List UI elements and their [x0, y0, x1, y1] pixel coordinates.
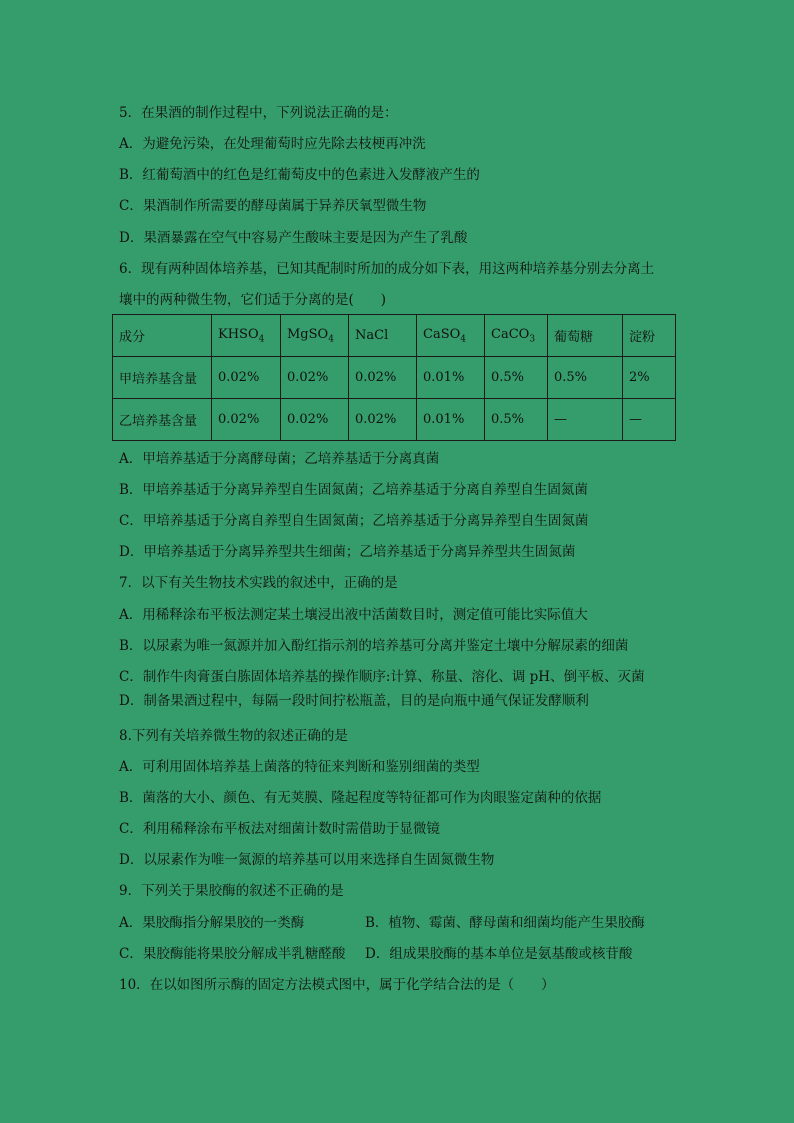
table-header-cell: 淀粉 [623, 315, 676, 357]
table-cell: 0.01% [417, 399, 485, 441]
table-row [113, 399, 676, 441]
q7-stem: 7．以下有关生物技术实践的叙述中，正确的是 [119, 575, 398, 591]
medium-composition-table [112, 314, 676, 441]
table-cell: 2% [623, 357, 676, 399]
table-cell: 0.02% [212, 357, 281, 399]
table-header-cell: 成分 [113, 315, 212, 357]
table-header-cell: 葡萄糖 [548, 315, 623, 357]
table-cell: 0.5% [548, 357, 623, 399]
table-cell: 0.5% [485, 357, 548, 399]
table-cell: 0.02% [212, 399, 281, 441]
table-cell: 0.5% [485, 399, 548, 441]
table-cell: 0.02% [349, 357, 417, 399]
table-header-cell: NaCl [349, 315, 417, 357]
q7-option-d: D．制备果酒过程中，每隔一段时间拧松瓶盖，目的是向瓶中通气保证发酵顺利 [119, 693, 589, 709]
table-cell: — [623, 399, 676, 441]
table-cell: 0.01% [417, 357, 485, 399]
q5-stem: 5．在果酒的制作过程中，下列说法正确的是： [119, 105, 398, 121]
q5-option-a: A．为避免污染，在处理葡萄时应先除去枝梗再冲洗 [119, 136, 426, 152]
table-header-cell: MgSO$_4$ [281, 315, 349, 357]
table-cell: 0.02% [349, 399, 417, 441]
table-row [113, 357, 676, 399]
table-cell: — [548, 399, 623, 441]
table-cell: 甲培养基含量 [113, 357, 212, 399]
q6-option-b: B．甲培养基适于分离异养型自生固氮菌；乙培养基适于分离自养型自生固氮菌 [119, 482, 588, 498]
q6-option-a: A．甲培养基适于分离酵母菌；乙培养基适于分离真菌 [119, 451, 440, 467]
q9-option-a: A．果胶酶指分解果胶的一类酶 [119, 915, 305, 931]
q8-option-b: B．菌落的大小、颜色、有无荚膜、隆起程度等特征都可作为肉眼鉴定菌种的依据 [119, 790, 602, 806]
q8-option-d: D．以尿素作为唯一氮源的培养基可以用来选择自生固氮微生物 [119, 852, 495, 868]
q10-stem: 10．在以如图所示酶的固定方法模式图中，属于化学结合法的是（ ） [119, 977, 555, 993]
q8-option-a: A．可利用固体培养基上菌落的特征来判断和鉴别细菌的类型 [119, 759, 480, 775]
q6-stem-line1: 6．现有两种固体培养基，已知其配制时所加的成分如下表，用这两种培养基分别去分离土 [119, 261, 655, 277]
table-cell: 乙培养基含量 [113, 399, 212, 441]
q6-option-d: D．甲培养基适于分离异养型共生细菌；乙培养基适于分离异养型共生固氮菌 [119, 544, 576, 560]
q6-stem-line2: 壤中的两种微生物，它们适于分离的是( ) [119, 292, 387, 308]
q7-option-c: C．制作牛肉膏蛋白胨固体培养基的操作顺序:计算、称量、溶化、调 pH、倒平板、灭菌 [119, 669, 645, 685]
q5-option-c: C．果酒制作所需要的酵母菌属于异养厌氧型微生物 [119, 198, 427, 214]
q5-option-d: D．果酒暴露在空气中容易产生酸味主要是因为产生了乳酸 [119, 230, 468, 246]
q8-option-c: C．利用稀释涂布平板法对细菌计数时需借助于显微镜 [119, 821, 440, 837]
q6-option-c: C．甲培养基适于分离自养型自生固氮菌；乙培养基适于分离异养型自生固氮菌 [119, 513, 589, 529]
q9-option-d: D．组成果胶酶的基本单位是氨基酸或核苷酸 [365, 946, 633, 962]
table-header-cell: CaSO$_4$ [417, 315, 485, 357]
table-header-cell: $KHSO_4$ [212, 315, 281, 357]
table-header-cell: CaCO$_3$ [485, 315, 548, 357]
q9-option-c: C．果胶酶能将果胶分解成半乳糖醛酸 [119, 946, 346, 962]
q8-stem: 8.下列有关培养微生物的叙述正确的是 [119, 728, 348, 744]
q7-option-b: B．以尿素为唯一氮源并加入酚红指示剂的培养基可分离并鉴定土壤中分解尿素的细菌 [119, 638, 629, 654]
q5-option-b: B．红葡萄酒中的红色是红葡萄皮中的色素进入发酵液产生的 [119, 167, 480, 183]
table-header-row [113, 315, 676, 357]
table-cell: 0.02% [281, 399, 349, 441]
table-cell: 0.02% [281, 357, 349, 399]
q7-option-a: A．用稀释涂布平板法测定某土壤浸出液中活菌数目时，测定值可能比实际值大 [119, 607, 588, 623]
q9-stem: 9．下列关于果胶酶的叙述不正确的是 [119, 883, 344, 899]
q9-option-b: B．植物、霉菌、酵母菌和细菌均能产生果胶酶 [365, 915, 645, 931]
